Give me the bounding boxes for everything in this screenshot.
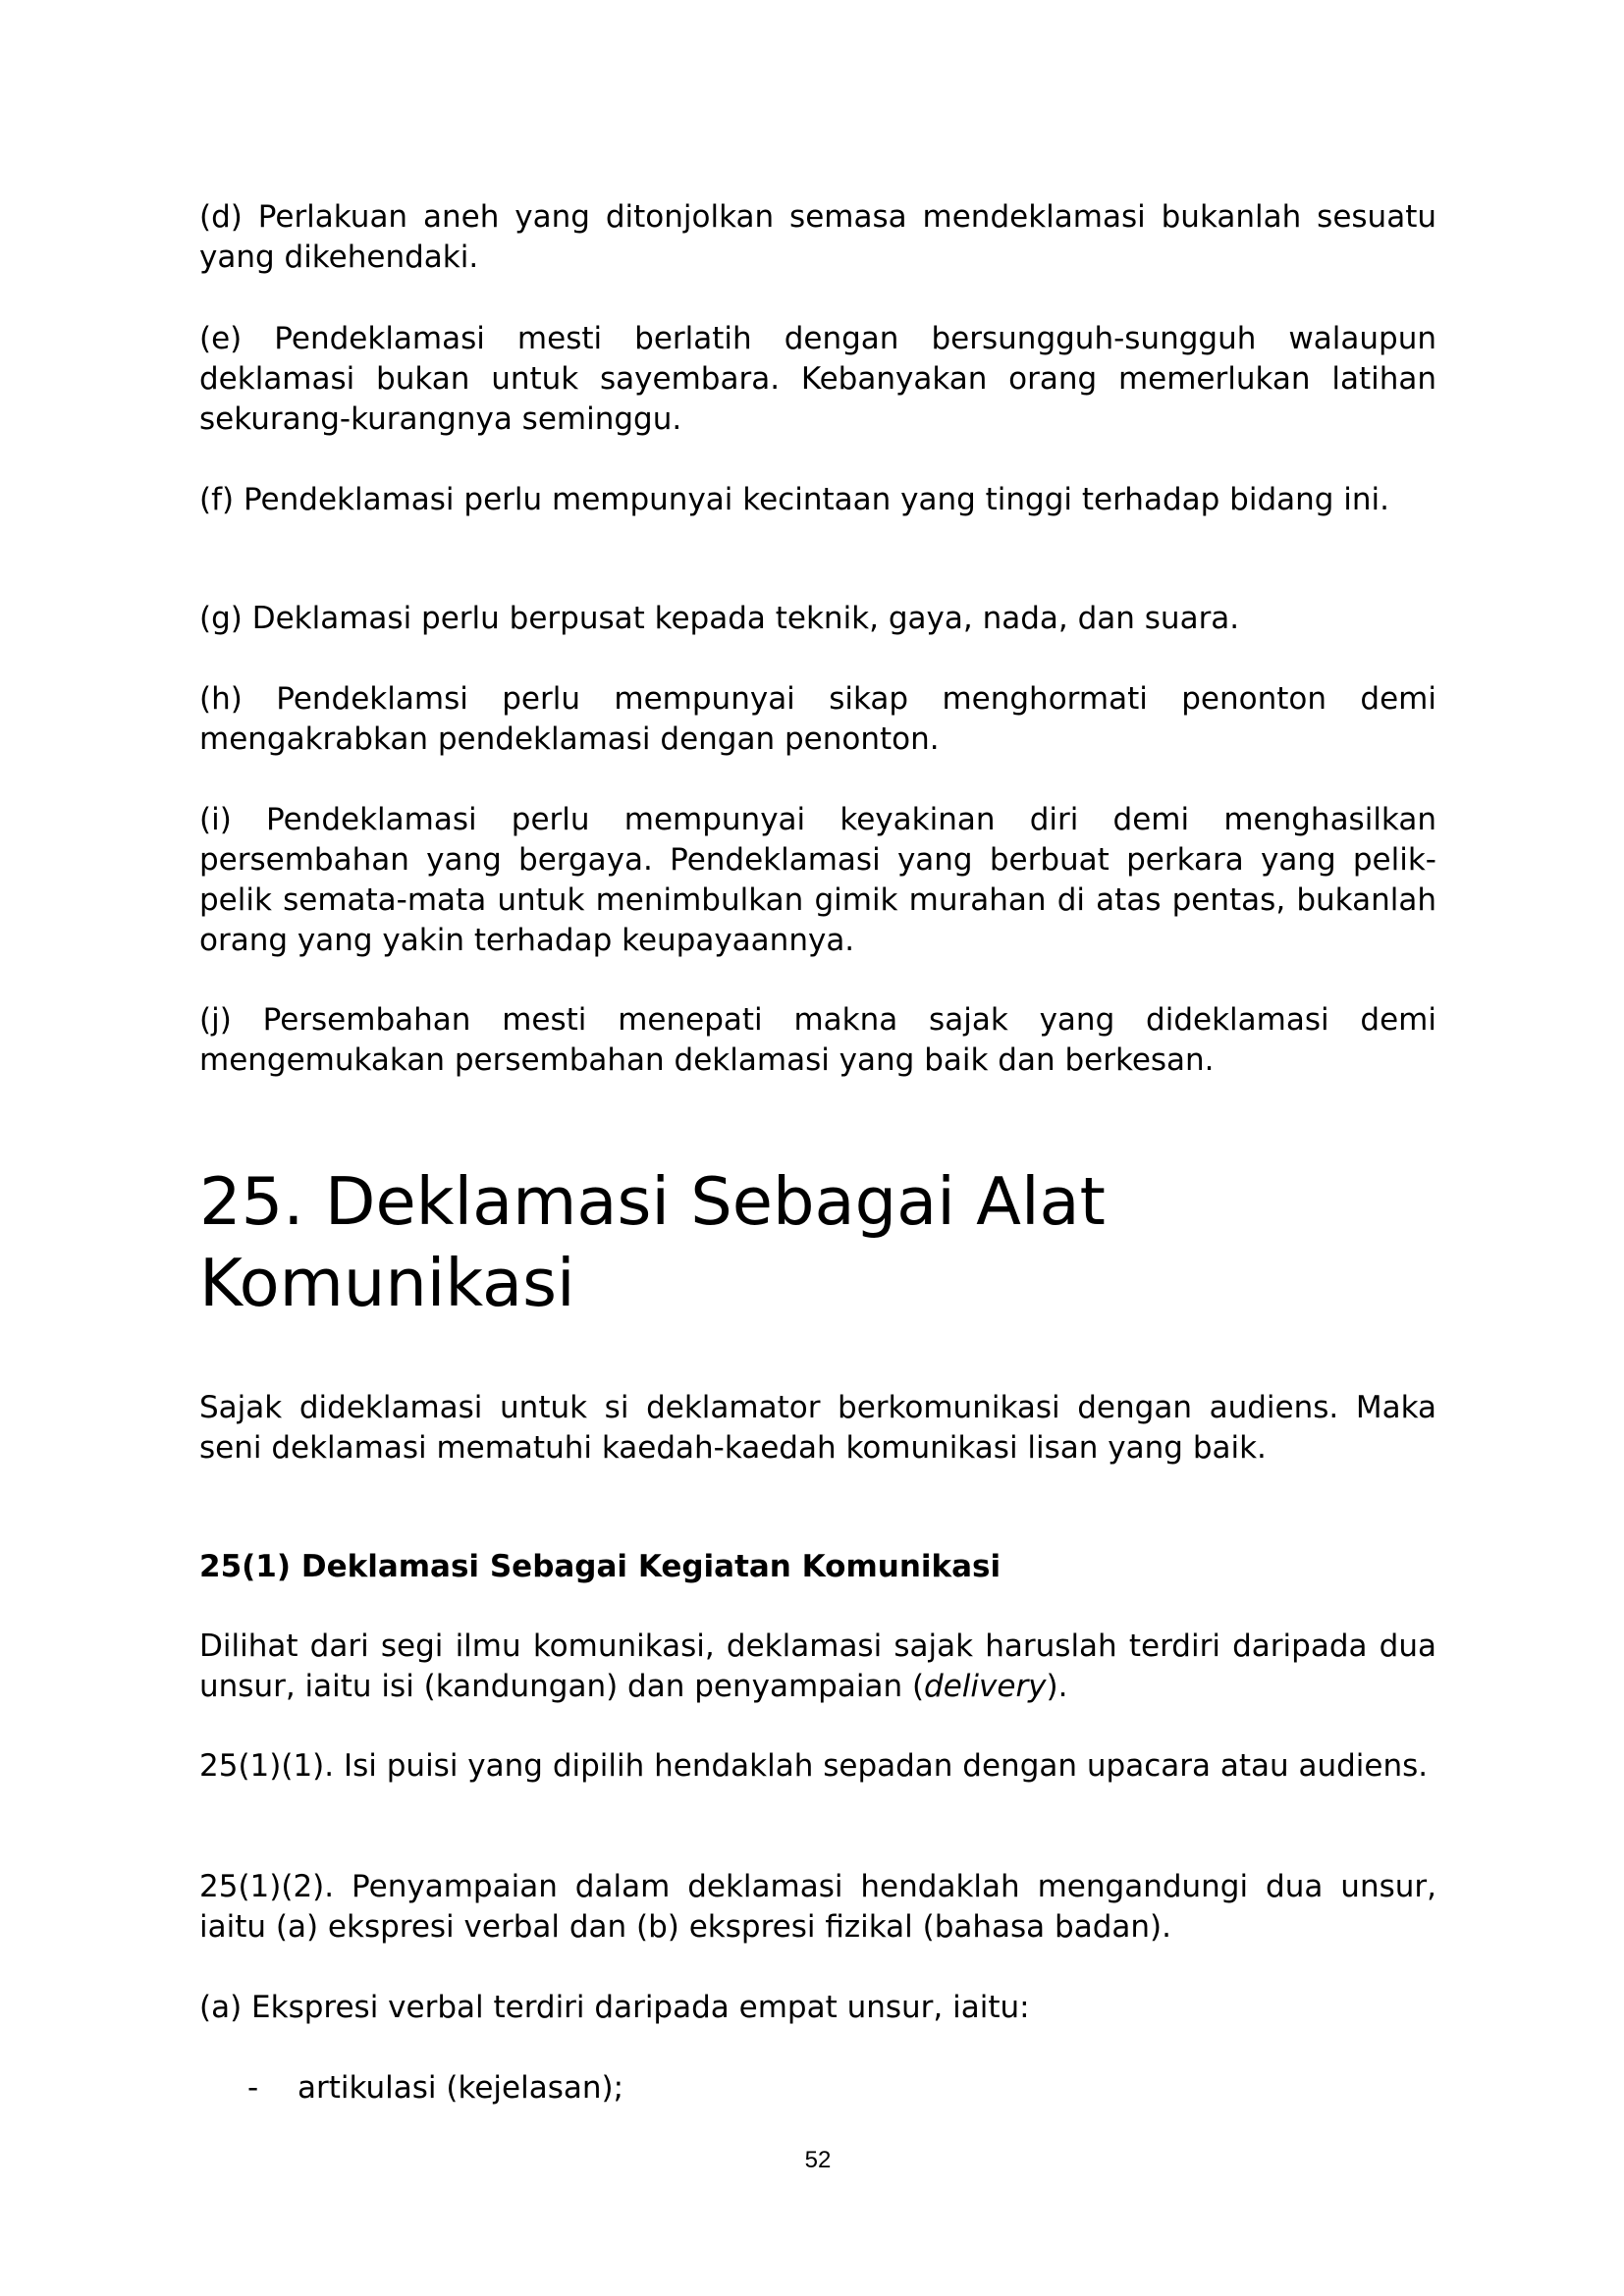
paragraph-g: (g) Deklamasi perlu berpusat kepada teknik, gaya, nada, dan suara.: [199, 601, 1240, 636]
paragraph-25-1-2: 25(1)(2). Penyampaian dalam deklamasi hendaklah mengandungi dua unsur, iaitu (a) ekspresi verbal dan (b) ekspresi fizikal (bahasa badan).: [199, 1869, 1436, 1945]
paragraph-h: (h) Pendeklamsi perlu mempunyai sikap menghormati penonton demi mengakrabkan pendeklamasi dengan penonton.: [199, 681, 1436, 757]
section-title: 25. Deklamasi Sebagai Alat Komunikasi: [199, 1163, 1106, 1321]
paragraph-a: (a) Ekspresi verbal terdiri daripada empat unsur, iaitu:: [199, 1990, 1030, 2025]
paragraph-j: (j) Persembahan mesti menepati makna sajak yang dideklamasi demi mengemukakan persembahan deklamasi yang baik dan berkesan.: [199, 1002, 1436, 1078]
section-intro: Sajak dideklamasi untuk si deklamator berkomunikasi dengan audiens. Maka seni deklamasi mematuhi kaedah-kaedah komunikasi lisan yang baik.: [199, 1390, 1436, 1466]
paragraph-d: (d) Perlakuan aneh yang ditonjolkan semasa mendeklamasi bukanlah sesuatu yang dikehendaki.: [199, 199, 1436, 275]
subsection-heading: 25(1) Deklamasi Sebagai Kegiatan Komunikasi: [199, 1549, 1001, 1584]
text: Dilihat dari segi ilmu komunikasi, deklamasi sajak haruslah terdiri daripada dua unsur, iaitu isi (kandungan) dan penyampaian (: [199, 1629, 1436, 1704]
paragraph-e: (e) Pendeklamasi mesti berlatih dengan bersungguh-sungguh walaupun deklamasi bukan untuk sayembara. Kebanyakan orang memerlukan latihan sekurang-kurangnya seminggu.: [199, 321, 1436, 437]
text: ).: [1046, 1669, 1068, 1704]
paragraph-f: (f) Pendeklamasi perlu mempunyai kecintaan yang tinggi terhadap bidang ini.: [199, 482, 1390, 517]
italic-term: delivery: [924, 1669, 1047, 1704]
list-marker: -: [247, 2070, 259, 2106]
list-item: artikulasi (kejelasan);: [298, 2070, 624, 2106]
page-number: 52: [804, 2147, 832, 2173]
paragraph-i: (i) Pendeklamasi perlu mempunyai keyakinan diri demi menghasilkan persembahan yang bergaya. Pendeklamasi yang berbuat perkara yang pelik-pelik semata-mata untuk menimbulkan gimik murahan di atas pentas, bukanlah orang yang yakin terhadap keupayaannya.: [199, 802, 1436, 958]
paragraph-dilihat: [199, 1627, 1436, 1707]
paragraph-25-1-1: 25(1)(1). Isi puisi yang dipilih hendaklah sepadan dengan upacara atau audiens.: [199, 1748, 1429, 1784]
